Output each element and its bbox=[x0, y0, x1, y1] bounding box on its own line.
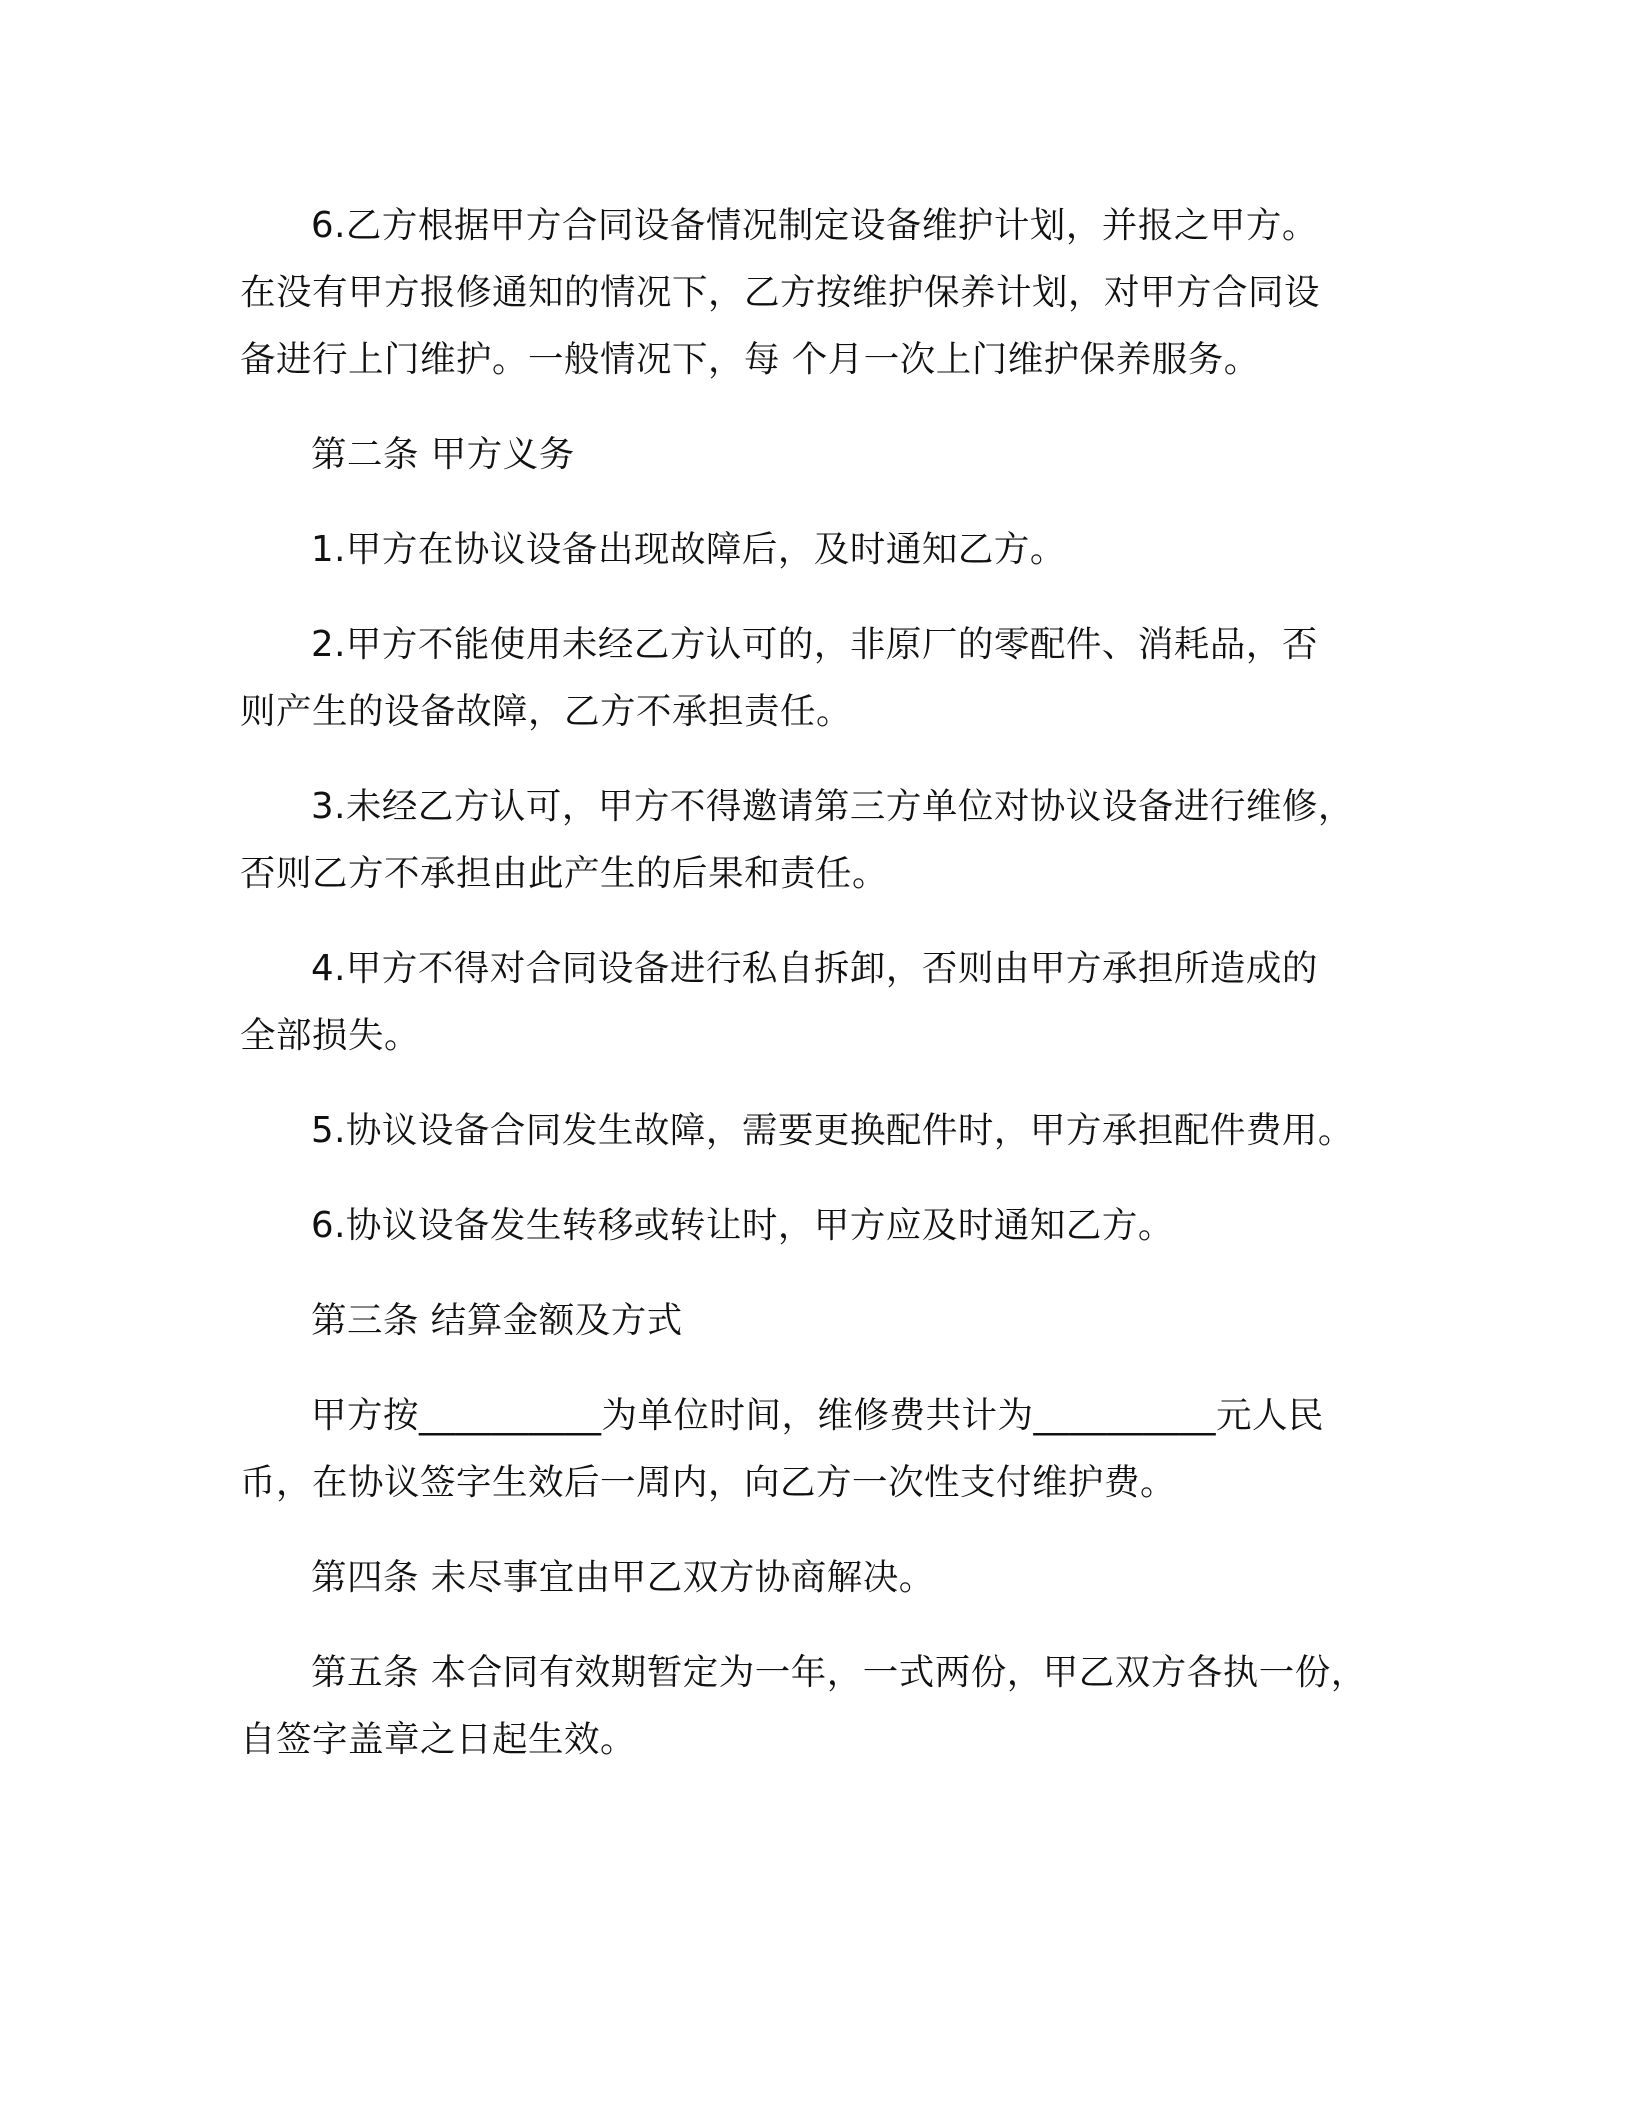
text-line: 则产生的设备故障，乙方不承担责任。 bbox=[240, 691, 853, 732]
paragraph-clause-6 bbox=[240, 1192, 1400, 1259]
text-line: 1.甲方在协议设备出现故障后，及时通知乙方。 bbox=[311, 529, 1066, 570]
section-heading-article-2: 第二条 甲方义务 bbox=[311, 434, 575, 475]
text-line: 否则乙方不承担由此产生的后果和责任。 bbox=[240, 853, 889, 894]
paragraph-clause-1 bbox=[240, 516, 1400, 583]
text-line: 6.乙方根据甲方合同设备情况制定设备维护计划，并报之甲方。 bbox=[311, 205, 1318, 246]
document-page bbox=[240, 192, 1400, 1801]
text-line: 备进行上门维护。一般情况下，每 个月一次上门维护保养服务。 bbox=[240, 339, 1260, 380]
text-line: 自签字盖章之日起生效。 bbox=[240, 1719, 637, 1760]
text-line: 全部损失。 bbox=[240, 1015, 421, 1056]
text-line: 5.协议设备合同发生故障，需要更换配件时，甲方承担配件费用。 bbox=[311, 1110, 1354, 1151]
text-line: 在没有甲方报修通知的情况下，乙方按维护保养计划，对甲方合同设 bbox=[240, 272, 1321, 313]
text-line: 第五条 本合同有效期暂定为一年，一式两份，甲乙双方各执一份， bbox=[311, 1652, 1367, 1693]
text-line: 6.协议设备发生转移或转让时，甲方应及时通知乙方。 bbox=[311, 1205, 1174, 1246]
section-heading-article-4: 第四条 未尽事宜由甲乙双方协商解决。 bbox=[311, 1557, 935, 1598]
paragraph-article-5 bbox=[240, 1639, 1400, 1773]
paragraph-settlement bbox=[240, 1382, 1400, 1516]
paragraph-clause-4 bbox=[240, 935, 1400, 1069]
text-line: 3.未经乙方认可，甲方不得邀请第三方单位对协议设备进行维修， bbox=[311, 786, 1354, 827]
paragraph-clause-3 bbox=[240, 773, 1400, 907]
text-line: 甲方按__________为单位时间，维修费共计为__________元人民 bbox=[311, 1395, 1325, 1436]
text-line: 币，在协议签字生效后一周内，向乙方一次性支付维护费。 bbox=[240, 1462, 1177, 1503]
section-heading-article-3: 第三条 结算金额及方式 bbox=[311, 1300, 683, 1341]
text-line: 2.甲方不能使用未经乙方认可的，非原厂的零配件、消耗品，否 bbox=[311, 624, 1318, 665]
paragraph-clause-2 bbox=[240, 611, 1400, 745]
paragraph-maintenance-plan bbox=[240, 192, 1400, 393]
text-line: 4.甲方不得对合同设备进行私自拆卸，否则由甲方承担所造成的 bbox=[311, 948, 1318, 989]
paragraph-clause-5 bbox=[240, 1097, 1400, 1164]
